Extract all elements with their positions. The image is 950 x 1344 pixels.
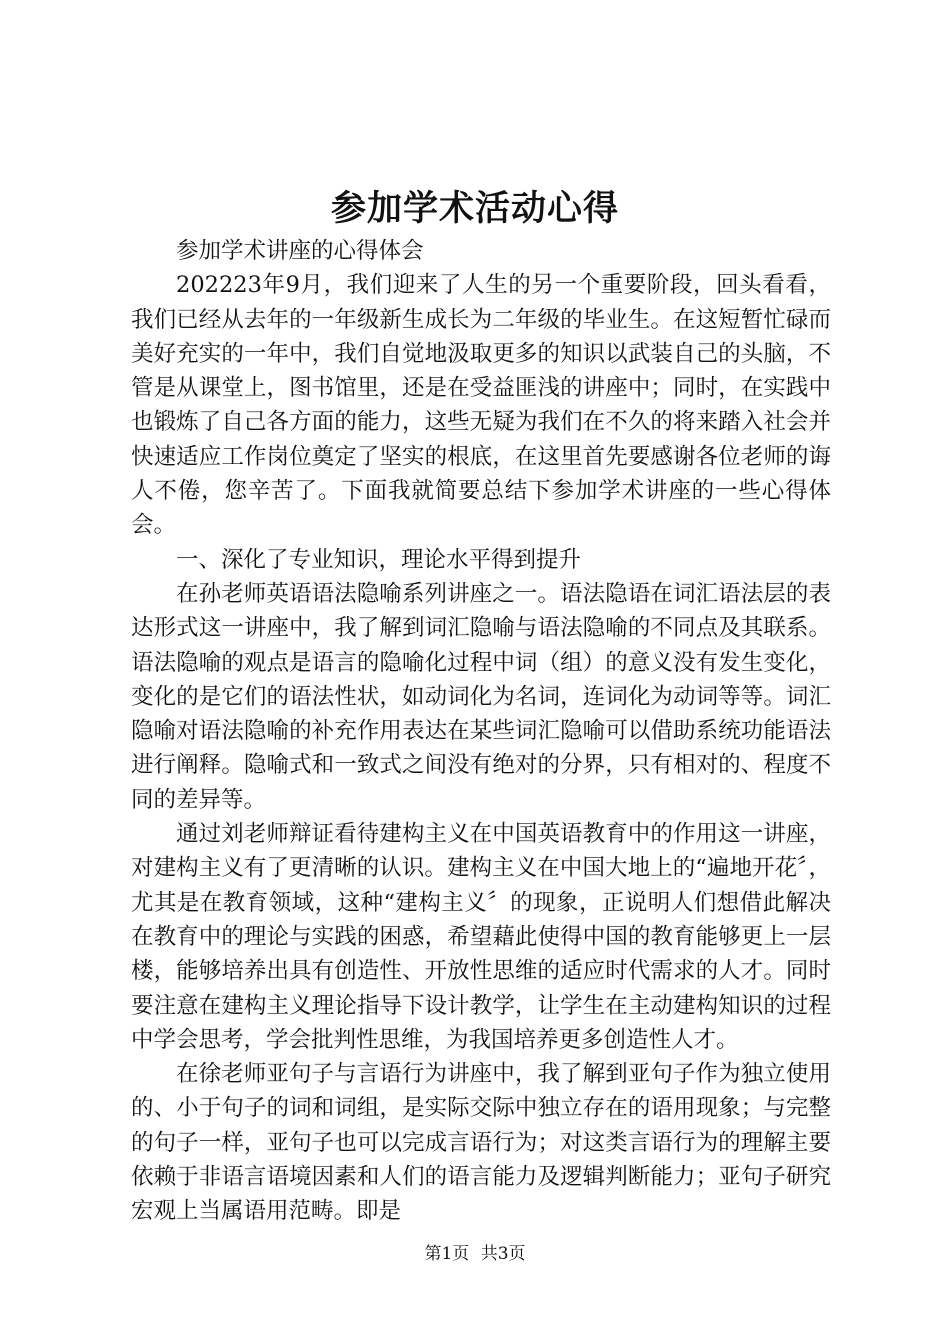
body-paragraph: 通过刘老师辩证看待建构主义在中国英语教育中的作用这一讲座，对建构主义有了更清晰的认识。建构主义在中国大地上的“遍地开花〞，尤其是在教育领域，这种“建构主义〞的现象，正说明人们想借此解决在教育中的理论与实践的困惑，希望藉此使得中国的教育能够更上一层楼，能够培养出具有创造性、开放性思维的适应时代需求的人才。同时要注意在建构主义理论指导下设计教学，让学生在主动建构知识的过程中学会思考，学会批判性思维，为我国培养更多创造性人才。 <box>131 821 831 1053</box>
page-footer <box>0 1242 950 1266</box>
subtitle-paragraph: 参加学术讲座的心得体会 <box>176 238 424 264</box>
body-paragraph: 202223年9月，我们迎来了人生的另一个重要阶段，回头看看，我们已经从去年的一年级新生成长为二年级的毕业生。在这短暂忙碌而美好充实的一年中，我们自觉地汲取更多的知识以武装自己的头脑，不管是从课堂上，图书馆里，还是在受益匪浅的讲座中；同时，在实践中也锻炼了自己各方面的能力，这些无疑为我们在不久的将来踏入社会并快速适应工作岗位奠定了坚实的根底，在这里首先要感谢各位老师的诲人不倦，您辛苦了。下面我就简要总结下参加学术讲座的一些心得体会。 <box>131 272 831 539</box>
body-paragraph: 在徐老师亚句子与言语行为讲座中，我了解到亚句子作为独立使用的、小于句子的词和词组，是实际交际中独立存在的语用现象；与完整的句子一样，亚句子也可以完成言语行为；对这类言语行为的理解主要依赖于非语言语境因素和人们的语言能力及逻辑判断能力；亚句子研究宏观上当属语用范畴。即是 <box>131 1061 831 1225</box>
document-title: 参加学术活动心得 <box>330 189 619 229</box>
body-paragraph: 在孙老师英语语法隐喻系列讲座之一。语法隐语在词汇语法层的表达形式这一讲座中，我了解到词汇隐喻与语法隐喻的不同点及其联系。语法隐喻的观点是语言的隐喻化过程中词（组）的意义没有发生变化，变化的是它们的语法性状，如动词化为名词，连词化为动词等等。词汇隐喻对语法隐喻的补充作用表达在某些词汇隐喻可以借助系统功能语法进行阐释。隐喻式和一致式之间没有绝对的分界，只有相对的、程度不同的差异等。 <box>131 580 831 813</box>
document-body <box>131 234 831 1229</box>
section-heading: 一、深化了专业知识，理论水平得到提升 <box>176 546 582 573</box>
page-total: 共3页 <box>480 1244 526 1264</box>
page-number: 第1页 <box>424 1244 470 1264</box>
